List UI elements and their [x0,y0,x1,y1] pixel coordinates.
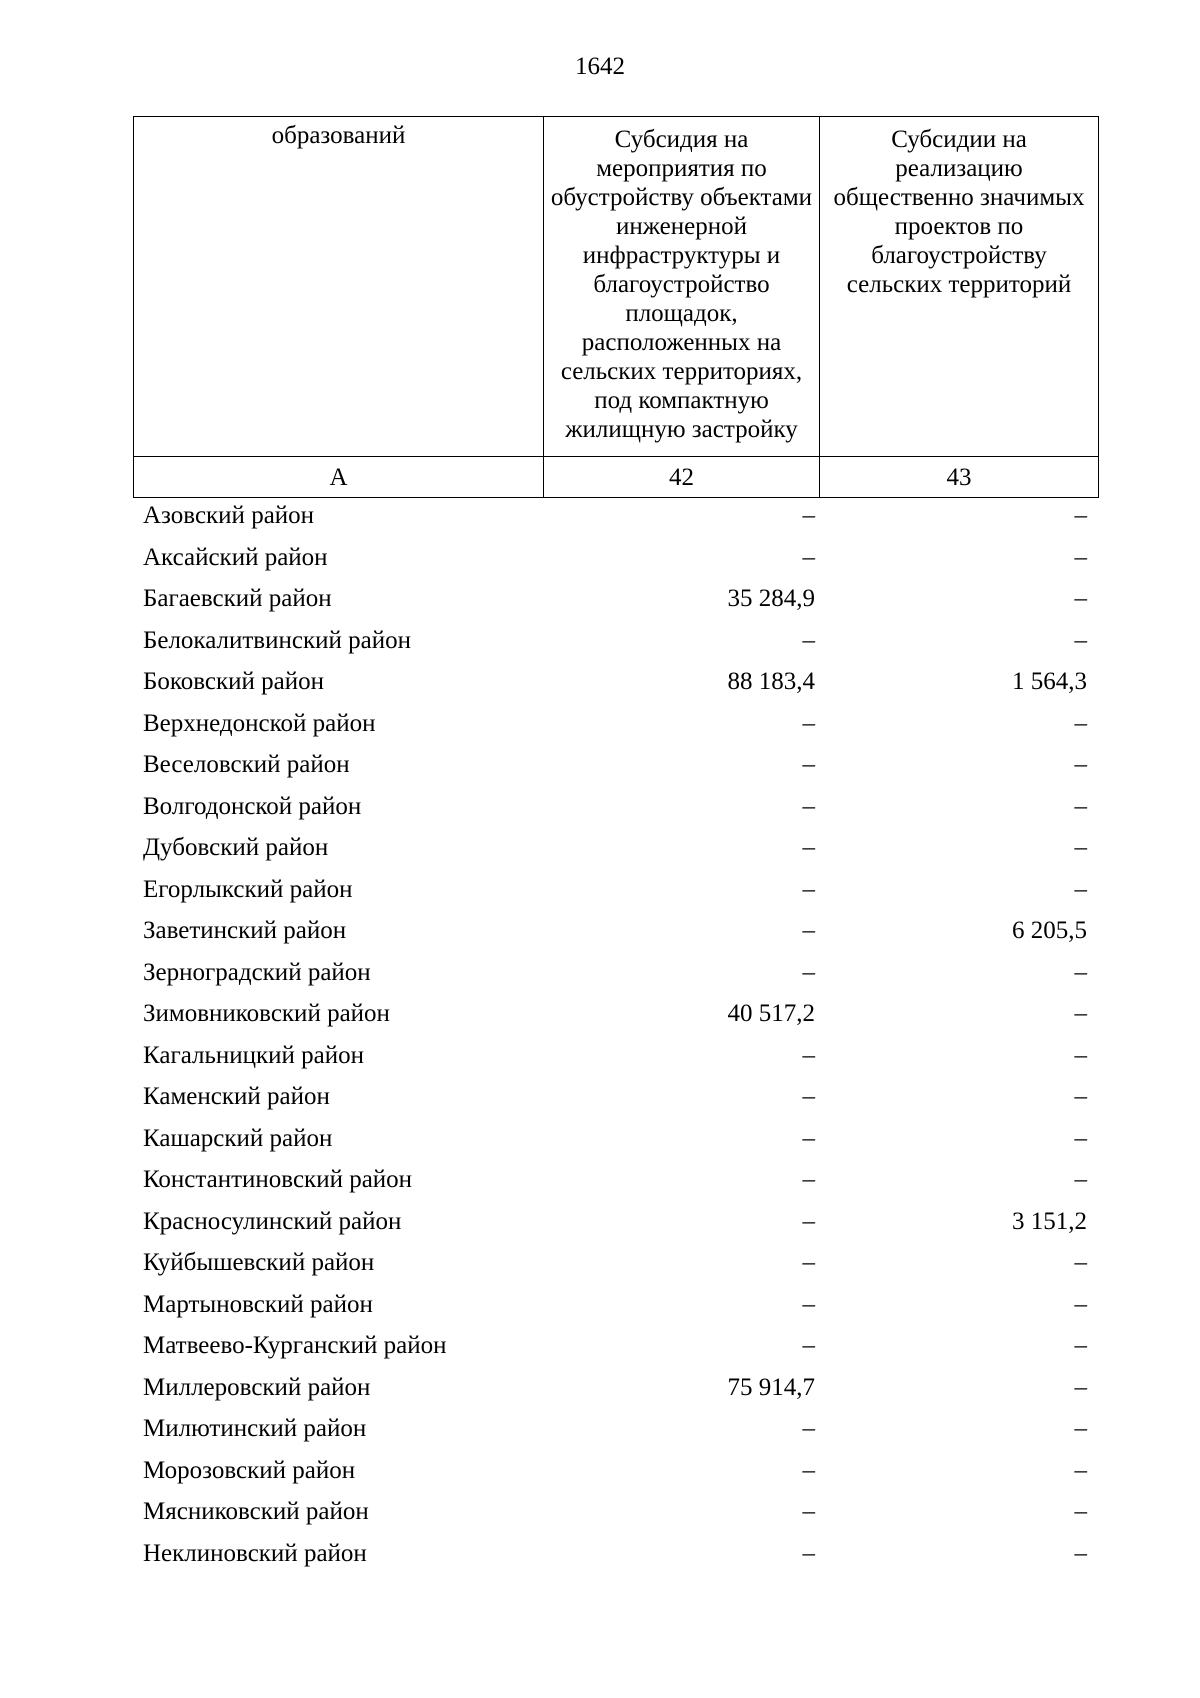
value-col-42: – [802,1539,815,1567]
value-col-42: – [802,1332,815,1359]
value-col-42: – [802,1083,815,1110]
value-col-42: – [802,543,815,571]
table-row [133,1450,1098,1492]
column-number-row [134,457,1099,498]
value-col-42: – [802,626,815,654]
table-row [133,869,1098,911]
column-header-42-label: Субсидия на мероприятия по обустройству объектами инженерной инфраструктуры и благоустройство площадок, расположенных на сельских территориях, под компактную жилищную застройку [550,126,813,443]
column-number-a: А [134,457,544,498]
value-col-43: 6 205,5 [1012,917,1087,944]
table-row [133,1325,1098,1367]
value-col-43: – [1074,626,1087,654]
value-col-43: – [1074,1373,1087,1401]
value-col-42: – [802,502,815,529]
value-col-42: – [802,917,815,944]
value-col-42: – [802,709,815,737]
table-body [133,495,1098,1574]
column-header-a [134,117,544,457]
table-row [133,1242,1098,1284]
column-header-43 [820,117,1099,457]
value-col-43: – [1074,834,1087,861]
value-col-43: – [1074,1166,1087,1193]
district-name: Дубовский район [143,834,329,861]
district-name: Красносулинский район [143,1207,402,1235]
value-col-43: – [1074,1498,1087,1525]
value-col-43: 3 151,2 [1012,1207,1087,1235]
table-row [133,1533,1098,1575]
value-col-42: – [802,1249,815,1276]
value-col-42: – [802,1207,815,1235]
value-col-42: – [802,958,815,986]
table-row [133,952,1098,994]
value-col-42: 75 914,7 [727,1373,815,1401]
district-name: Волгодонской район [143,792,362,820]
value-col-43: 1 564,3 [1012,668,1087,695]
value-col-42: – [802,1166,815,1193]
value-col-43: – [1074,875,1087,903]
table-row [133,1118,1098,1160]
header-row [134,117,1099,457]
table-row [133,703,1098,745]
value-col-43: – [1074,1332,1087,1359]
value-col-42: – [802,792,815,820]
value-col-43: – [1074,543,1087,571]
district-name: Каменский район [143,1083,330,1110]
value-col-43: – [1074,1041,1087,1069]
district-name: Кагальницкий район [143,1041,365,1069]
district-name: Аксайский район [143,543,328,571]
table-row [133,537,1098,579]
value-col-42: – [802,1041,815,1069]
table-row [133,744,1098,786]
value-col-42: – [802,1456,815,1484]
table-row [133,620,1098,662]
value-col-42: – [802,875,815,903]
value-col-42: – [802,1290,815,1318]
district-name: Верхнедонской район [143,709,376,737]
value-col-43: – [1074,1249,1087,1276]
value-col-42: 88 183,4 [727,668,815,695]
table-row [133,1491,1098,1533]
table-row [133,1284,1098,1326]
district-name: Неклиновский район [143,1539,367,1567]
value-col-42: – [802,1498,815,1525]
table-row [133,661,1098,703]
value-col-42: – [802,1415,815,1442]
table-row [133,578,1098,620]
district-name: Морозовский район [143,1456,356,1484]
value-col-42: 35 284,9 [727,585,815,612]
table-row [133,1076,1098,1118]
value-col-43: – [1074,585,1087,612]
table-row [133,1159,1098,1201]
district-name: Багаевский район [143,585,332,612]
value-col-42: 40 517,2 [727,1000,815,1027]
district-name: Мартыновский район [143,1290,373,1318]
table-row [133,1408,1098,1450]
table-row [133,827,1098,869]
value-col-43: – [1074,1000,1087,1027]
district-name: Константиновский район [143,1166,413,1193]
value-col-43: – [1074,502,1087,529]
value-col-43: – [1074,958,1087,986]
district-name: Мясниковский район [143,1498,369,1525]
district-name: Азовский район [143,502,315,529]
column-number-43: 43 [820,457,1099,498]
column-header-42 [544,117,820,457]
district-name: Милютинский район [143,1415,367,1442]
value-col-43: – [1074,1415,1087,1442]
table-row [133,1201,1098,1243]
value-col-42: – [802,1124,815,1152]
table-row [133,1367,1098,1409]
table-row [133,786,1098,828]
value-col-42: – [802,834,815,861]
district-name: Куйбышевский район [143,1249,375,1276]
district-name: Миллеровский район [143,1373,371,1401]
value-col-43: – [1074,1456,1087,1484]
page-number: 1642 [575,53,625,80]
district-name: Егорлыкский район [143,875,353,903]
table-row [133,993,1098,1035]
table-row [133,910,1098,952]
district-name: Матвеево-Курганский район [143,1332,447,1359]
district-name: Белокалитвинский район [143,626,411,654]
value-col-43: – [1074,1539,1087,1567]
district-name: Кашарский район [143,1124,333,1152]
district-name: Зимовниковский район [143,1000,390,1027]
value-col-43: – [1074,1290,1087,1318]
district-name: Заветинский район [143,917,347,944]
column-header-a-label: образований [271,122,406,149]
value-col-43: – [1074,709,1087,737]
table-row [133,495,1098,537]
table-row [133,1035,1098,1077]
table-header [133,116,1099,498]
value-col-43: – [1074,751,1087,778]
column-header-43-label: Субсидии на реализацию общественно значимых проектов по благоустройству сельских территорий [833,126,1085,298]
column-number-42: 42 [544,457,820,498]
value-col-43: – [1074,1124,1087,1152]
value-col-43: – [1074,1083,1087,1110]
district-name: Веселовский район [143,751,350,778]
district-name: Боковский район [143,668,324,695]
district-name: Зерноградский район [143,958,371,986]
value-col-43: – [1074,792,1087,820]
value-col-42: – [802,751,815,778]
